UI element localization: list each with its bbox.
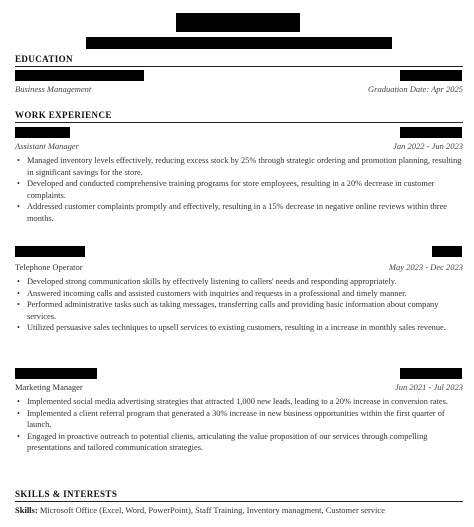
degree: Business Management: [15, 84, 92, 94]
skills-text: Microsoft Office (Excel, Word, PowerPoint), Staff Training, Inventory managment, Customer service: [39, 505, 385, 515]
job-title: Telephone Operator: [15, 262, 83, 272]
redacted-company-name: [15, 246, 85, 257]
bullet-item: • Developed and conducted comprehensive training programs for store employees, resulting in a 20% decrease in customer complaints.: [27, 178, 467, 201]
skills-line: [15, 505, 385, 515]
bullet-item: • Utilized persuasive sales techniques to upsell services to existing customers, resulting in a increase in monthly sales revenue.: [27, 322, 467, 334]
section-divider: [15, 122, 463, 123]
redacted-school-location: [400, 70, 462, 81]
section-title-skills: SKILLS & INTERESTS: [15, 489, 118, 499]
job-title: Marketing Manager: [15, 382, 83, 392]
section-title-education: EDUCATION: [15, 54, 73, 64]
bullet-item: • Developed strong communication skills by effectively listening to callers' needs and responding appropriately.: [27, 276, 467, 288]
bullet-item: • Addressed customer complaints promptly and effectively, resulting in a 15% decrease in negative online reviews within three months.: [27, 201, 467, 224]
bullet-item: • Engaged in proactive outreach to potential clients, articulating the value proposition of our services through compelling presentations and tailored communication strategies.: [27, 431, 467, 454]
section-divider: [15, 501, 463, 502]
skills-label: Skills:: [15, 505, 38, 515]
job-title: Assistant Manager: [15, 141, 79, 151]
redacted-company-location: [400, 368, 462, 379]
redacted-company-name: [15, 127, 70, 138]
bullet-item: • Implemented social media advertising strategies that attracted 1,000 new leads, leading to a 20% increase in conversion rates.: [27, 396, 467, 408]
bullet-item: • Implemented a client referral program that generated a 30% increase in new business opportunities within the first quarter of launch.: [27, 408, 467, 431]
job-dates: Jan 2022 - Jun 2023: [393, 141, 463, 151]
job-bullets: [15, 396, 467, 454]
bullet-item: • Answered incoming calls and assisted customers with inquiries and requests in a professional and timely manner.: [27, 288, 467, 300]
redacted-school-name: [15, 70, 144, 81]
job-dates: Jun 2021 - Jul 2023: [395, 382, 463, 392]
job-bullets: [15, 155, 467, 225]
section-title-work-experience: WORK EXPERIENCE: [15, 110, 112, 120]
redacted-company-name: [15, 368, 97, 379]
section-divider: [15, 66, 463, 67]
redacted-name: [176, 13, 300, 32]
redacted-company-location: [400, 127, 462, 138]
job-dates: May 2023 - Dec 2023: [388, 262, 463, 272]
bullet-item: • Performed administrative tasks such as taking messages, transferring calls and providing basic information about company services.: [27, 299, 467, 322]
redacted-company-location: [432, 246, 462, 257]
graduation-date: Graduation Date: Apr 2025: [368, 84, 463, 94]
job-bullets: [15, 276, 467, 334]
bullet-item: • Managed inventory levels effectively, reducing excess stock by 25% through strategic ordering and promotion planning, resulting in significant savings for the store.: [27, 155, 467, 178]
redacted-contact-info: [86, 37, 392, 49]
